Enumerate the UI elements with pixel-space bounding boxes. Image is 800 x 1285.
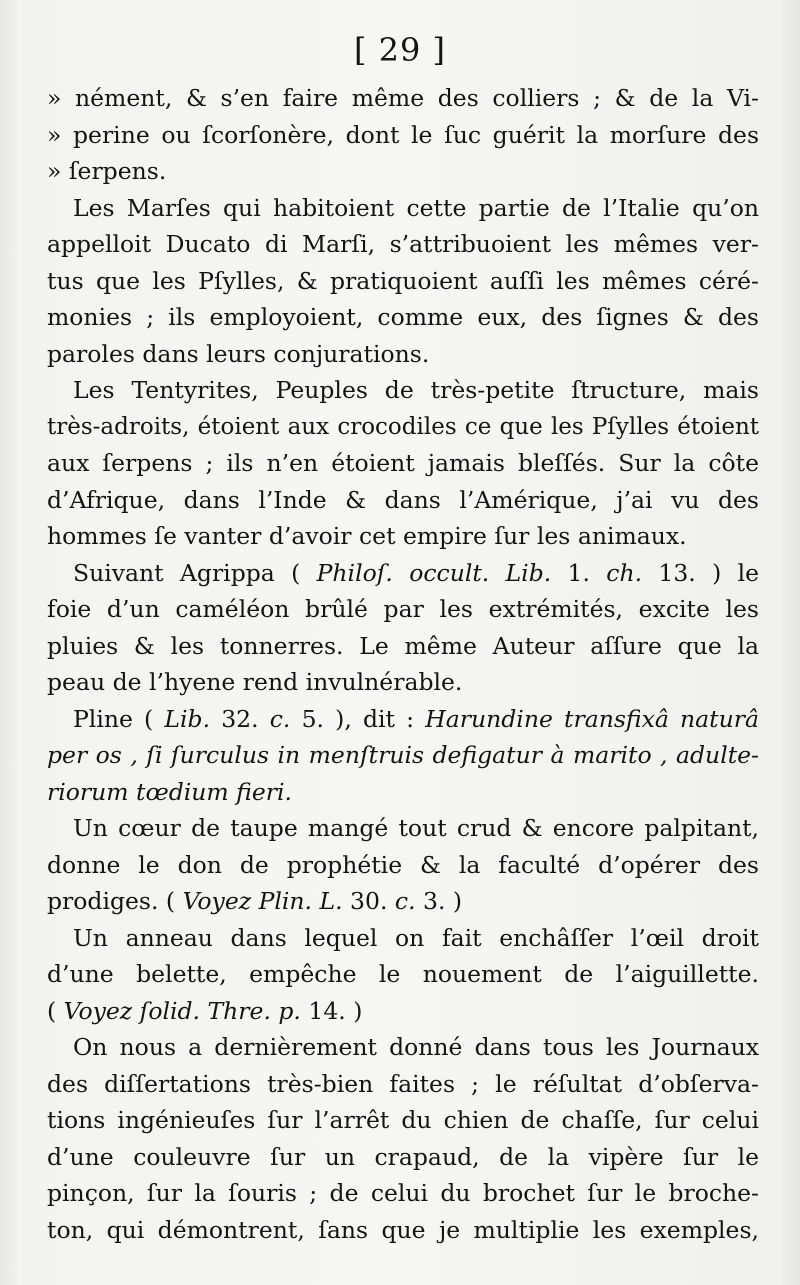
text-segment: très-adroits, étoient aux crocodiles ce que les Pſylles étoient bbox=[47, 413, 759, 440]
text-line bbox=[47, 153, 759, 190]
text-segment: prodiges. ( bbox=[47, 887, 183, 915]
text-segment: Un cœur de taupe mangé tout crud & encore palpitant, bbox=[73, 814, 759, 842]
text-line bbox=[47, 1066, 759, 1103]
text-line bbox=[47, 847, 759, 884]
text-line bbox=[47, 956, 759, 993]
text-line bbox=[47, 190, 759, 227]
text-segment: tus que les Pſylles, & pratiquoient auſſi les mêmes céré- bbox=[47, 266, 759, 295]
italic-text: Philoſ. occult. Lib. bbox=[316, 558, 552, 587]
text-line bbox=[47, 1102, 759, 1139]
text-segment: 5. ), dit : bbox=[290, 704, 426, 733]
text-line bbox=[47, 409, 759, 446]
text-line bbox=[47, 664, 759, 701]
text-line bbox=[47, 1212, 759, 1249]
text-line bbox=[47, 80, 759, 117]
text-line bbox=[47, 883, 759, 920]
italic-text: Voyez ſolid. Thre. p. bbox=[63, 996, 301, 1025]
text-segment: ( bbox=[47, 996, 64, 1025]
text-line bbox=[47, 263, 759, 300]
text-line bbox=[47, 810, 759, 847]
text-segment: » nément, & s’en faire même des colliers ; & de la Vi- bbox=[47, 84, 759, 112]
text-segment: pluies & les tonnerres. Le même Auteur aſſure que la bbox=[47, 631, 759, 660]
text-segment: On nous a dernièrement donné dans tous les Journaux bbox=[73, 1033, 759, 1061]
text-segment: 13. ) le bbox=[642, 558, 759, 587]
text-line bbox=[47, 372, 759, 409]
italic-text: Lib. bbox=[164, 704, 211, 733]
text-segment: Suivant Agrippa ( bbox=[73, 558, 317, 587]
text-segment: donne le don de prophétie & la faculté d’opérer des bbox=[47, 850, 759, 879]
text-segment: 30. bbox=[342, 887, 395, 915]
text-line bbox=[47, 555, 759, 592]
text-line bbox=[47, 774, 759, 811]
text-line bbox=[47, 628, 759, 665]
text-line bbox=[47, 1139, 759, 1176]
text-segment: ton, qui démontrent, ſans que je multiplie les exemples, bbox=[47, 1215, 759, 1244]
italic-text: Harundine transfixâ naturâ bbox=[425, 704, 759, 733]
text-segment: hommes ſe vanter d’avoir cet empire ſur les animaux. bbox=[47, 522, 687, 550]
body-text bbox=[47, 80, 759, 1248]
text-line bbox=[47, 336, 759, 373]
text-segment: pinçon, ſur la ſouris ; de celui du brochet ſur le broche- bbox=[47, 1179, 759, 1207]
text-segment: 14. ) bbox=[300, 996, 363, 1025]
italic-text: Voyez Plin. L. bbox=[182, 887, 343, 915]
text-segment: appelloit Ducato di Marſi, s’attribuoient les mêmes ver- bbox=[47, 230, 759, 258]
text-segment: » ſerpens. bbox=[47, 157, 167, 185]
text-segment: aux ſerpens ; ils n’en étoient jamais bleſſés. Sur la côte bbox=[47, 449, 759, 477]
text-segment: d’Afrique, dans l’Inde & dans l’Amérique, j’ai vu des bbox=[47, 485, 759, 514]
text-segment: » perine ou ſcorſonère, dont le ſuc guérit la morſure des bbox=[47, 120, 759, 149]
text-segment: monies ; ils employoient, comme eux, des ſignes & des bbox=[47, 303, 759, 331]
text-segment: Les Marſes qui habitoient cette partie de l’Italie qu’on bbox=[73, 193, 759, 222]
page-number: [ 29 ] bbox=[353, 31, 447, 69]
text-line bbox=[47, 737, 759, 774]
text-segment: d’une couleuvre ſur un crapaud, de la vipère ſur le bbox=[47, 1142, 759, 1171]
text-segment: Un anneau dans lequel on fait enchâſſer l’œil droit bbox=[73, 923, 759, 952]
text-segment: des diſſertations très-bien faites ; le réſultat d’obſerva- bbox=[47, 1069, 759, 1098]
text-line bbox=[47, 226, 759, 263]
text-segment: peau de l’hyene rend invulnérable. bbox=[47, 668, 463, 696]
text-line bbox=[47, 701, 759, 738]
text-line bbox=[47, 1175, 759, 1212]
text-segment: paroles dans leurs conjurations. bbox=[47, 339, 430, 368]
text-segment: Les Tentyrites, Peuples de très-petite ſtructure, mais bbox=[73, 376, 759, 404]
italic-text: ch. bbox=[606, 558, 643, 587]
text-line bbox=[47, 1029, 759, 1066]
text-line bbox=[47, 920, 759, 957]
italic-text: c. bbox=[269, 704, 291, 733]
text-line bbox=[47, 117, 759, 154]
text-line bbox=[47, 299, 759, 336]
text-line bbox=[47, 445, 759, 482]
text-line bbox=[47, 591, 759, 628]
text-segment: foie d’un caméléon brûlé par les extrémités, excite les bbox=[47, 595, 759, 623]
italic-text: c. bbox=[394, 887, 416, 915]
italic-text: per os , ſi ſurculus in menſtruis defigatur à marito , adulte- bbox=[47, 741, 759, 769]
text-segment: d’une belette, empêche le nouement de l’aiguillette. bbox=[47, 960, 759, 988]
text-line bbox=[47, 993, 759, 1030]
italic-text: riorum tœdium fieri. bbox=[47, 777, 292, 806]
text-segment: tions ingénieuſes ſur l’arrêt du chien de chaſſe, ſur celui bbox=[47, 1106, 759, 1134]
text-line bbox=[47, 518, 759, 555]
text-segment: Pline ( bbox=[73, 704, 165, 733]
text-segment: 1. bbox=[551, 558, 607, 587]
text-segment: 32. bbox=[210, 704, 270, 733]
text-segment: 3. ) bbox=[415, 887, 463, 915]
text-line bbox=[47, 482, 759, 519]
